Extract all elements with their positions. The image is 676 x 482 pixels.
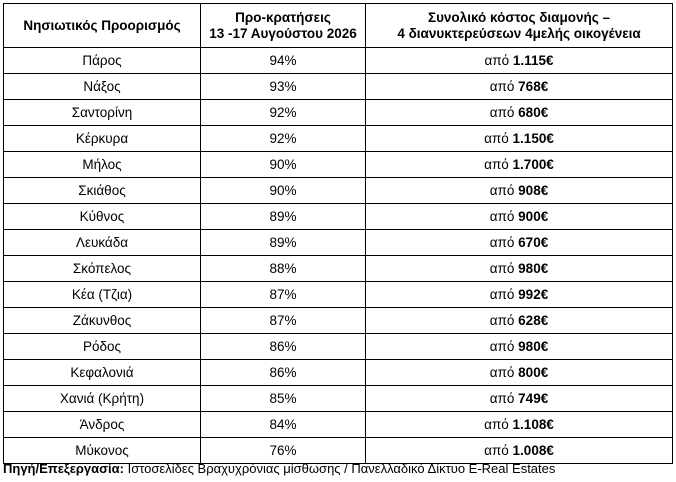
cost-prefix: από xyxy=(489,182,515,198)
cost-value: 980€ xyxy=(518,260,549,276)
cost-cell xyxy=(366,334,673,360)
cost-value: 1.115€ xyxy=(512,52,554,68)
destination-cell: Ρόδος xyxy=(4,334,201,360)
table-row xyxy=(4,256,673,282)
cost-value: 1.108€ xyxy=(512,416,554,432)
table-row xyxy=(4,282,673,308)
cost-prefix: από xyxy=(484,156,509,172)
bookings-cell: 87% xyxy=(201,308,366,334)
cost-cell xyxy=(366,230,673,256)
cost-prefix: από xyxy=(489,260,515,276)
table-row xyxy=(4,204,673,230)
cost-prefix: από xyxy=(489,78,515,94)
destination-cell: Μήλος xyxy=(4,152,201,178)
cost-prefix: από xyxy=(489,234,515,250)
destination-cell: Ζάκυνθος xyxy=(4,308,201,334)
table-row xyxy=(4,386,673,412)
bookings-cell: 89% xyxy=(201,204,366,230)
cost-cell xyxy=(366,256,673,282)
header-cost-line2: 4 διανυκτερεύσεων 4μελής οικογένεια xyxy=(397,25,641,41)
cost-value: 670€ xyxy=(518,234,549,250)
destination-cell: Πάρος xyxy=(4,48,201,74)
cost-prefix: από xyxy=(484,130,509,146)
destination-cell: Άνδρος xyxy=(4,412,201,438)
table-row xyxy=(4,308,673,334)
cost-prefix: από xyxy=(489,390,515,406)
table-row xyxy=(4,334,673,360)
cost-cell xyxy=(366,48,673,74)
bookings-cell: 84% xyxy=(201,412,366,438)
source-text: Ιστοσελίδες Βραχυχρόνιας μίσθωσης / Πανελλαδικό Δίκτυο E-Real Estates xyxy=(127,461,556,476)
header-destination xyxy=(4,4,201,48)
bookings-cell: 94% xyxy=(201,48,366,74)
bookings-cell: 86% xyxy=(201,360,366,386)
destination-cell: Κύθνος xyxy=(4,204,201,230)
cost-cell xyxy=(366,308,673,334)
bookings-cell: 90% xyxy=(201,178,366,204)
source-note xyxy=(3,461,555,477)
cost-value: 980€ xyxy=(518,338,549,354)
destination-cell: Μύκονος xyxy=(4,438,201,464)
table-row xyxy=(4,126,673,152)
cost-value: 628€ xyxy=(518,312,549,328)
cost-value: 680€ xyxy=(518,104,549,120)
table-header-row xyxy=(4,4,673,48)
header-cost-line1: Συνολικό κόστος διαμονής – xyxy=(427,9,611,25)
cost-value: 1.150€ xyxy=(512,130,554,146)
header-bookings-line1: Προ-κρατήσεις xyxy=(235,9,331,25)
cost-prefix: από xyxy=(489,312,515,328)
cost-value: 908€ xyxy=(518,182,549,198)
table-row xyxy=(4,152,673,178)
cost-cell xyxy=(366,282,673,308)
cost-prefix: από xyxy=(489,338,515,354)
cost-value: 1.700€ xyxy=(512,156,554,172)
cost-value: 900€ xyxy=(518,208,549,224)
table-row xyxy=(4,360,673,386)
cost-prefix: από xyxy=(489,286,515,302)
destination-cell: Κέα (Τζια) xyxy=(4,282,201,308)
destination-cell: Σαντορίνη xyxy=(4,100,201,126)
cost-cell xyxy=(366,152,673,178)
table-row xyxy=(4,74,673,100)
source-label: Πηγή/Επεξεργασία: xyxy=(3,461,124,476)
bookings-cell: 85% xyxy=(201,386,366,412)
header-cost xyxy=(366,4,673,48)
cost-cell xyxy=(366,438,673,464)
cost-value: 800€ xyxy=(518,364,549,380)
cost-value: 1.008€ xyxy=(512,442,554,458)
destination-cell: Κέρκυρα xyxy=(4,126,201,152)
cost-value: 749€ xyxy=(518,390,549,406)
cost-prefix: από xyxy=(489,104,515,120)
table-row xyxy=(4,412,673,438)
table-row xyxy=(4,178,673,204)
cost-cell xyxy=(366,412,673,438)
destination-cell: Χανιά (Κρήτη) xyxy=(4,386,201,412)
cost-cell xyxy=(366,74,673,100)
cost-value: 992€ xyxy=(518,286,549,302)
cost-prefix: από xyxy=(489,364,515,380)
table-row xyxy=(4,438,673,464)
table-row xyxy=(4,230,673,256)
destination-cell: Κεφαλονιά xyxy=(4,360,201,386)
cost-cell xyxy=(366,178,673,204)
bookings-cell: 89% xyxy=(201,230,366,256)
cost-cell xyxy=(366,386,673,412)
destination-cell: Σκόπελος xyxy=(4,256,201,282)
table-row xyxy=(4,100,673,126)
destination-cell: Λευκάδα xyxy=(4,230,201,256)
table-body xyxy=(4,48,673,464)
bookings-table xyxy=(3,3,673,464)
cost-prefix: από xyxy=(484,442,509,458)
bookings-cell: 86% xyxy=(201,334,366,360)
destination-cell: Σκιάθος xyxy=(4,178,201,204)
cost-cell xyxy=(366,126,673,152)
cost-cell xyxy=(366,360,673,386)
bookings-cell: 92% xyxy=(201,100,366,126)
header-bookings-line2: 13 -17 Αυγούστου 2026 xyxy=(209,25,357,41)
cost-prefix: από xyxy=(484,52,510,68)
cost-value: 768€ xyxy=(518,78,549,94)
bookings-cell: 92% xyxy=(201,126,366,152)
cost-prefix: από xyxy=(484,416,509,432)
cost-cell xyxy=(366,100,673,126)
header-destination-label: Νησιωτικός Προορισμός xyxy=(23,17,181,33)
header-bookings xyxy=(201,4,366,48)
bookings-cell: 88% xyxy=(201,256,366,282)
table-row xyxy=(4,48,673,74)
bookings-cell: 87% xyxy=(201,282,366,308)
bookings-cell: 76% xyxy=(201,438,366,464)
cost-cell xyxy=(366,204,673,230)
destination-cell: Νάξος xyxy=(4,74,201,100)
bookings-cell: 93% xyxy=(201,74,366,100)
cost-prefix: από xyxy=(489,208,515,224)
bookings-cell: 90% xyxy=(201,152,366,178)
